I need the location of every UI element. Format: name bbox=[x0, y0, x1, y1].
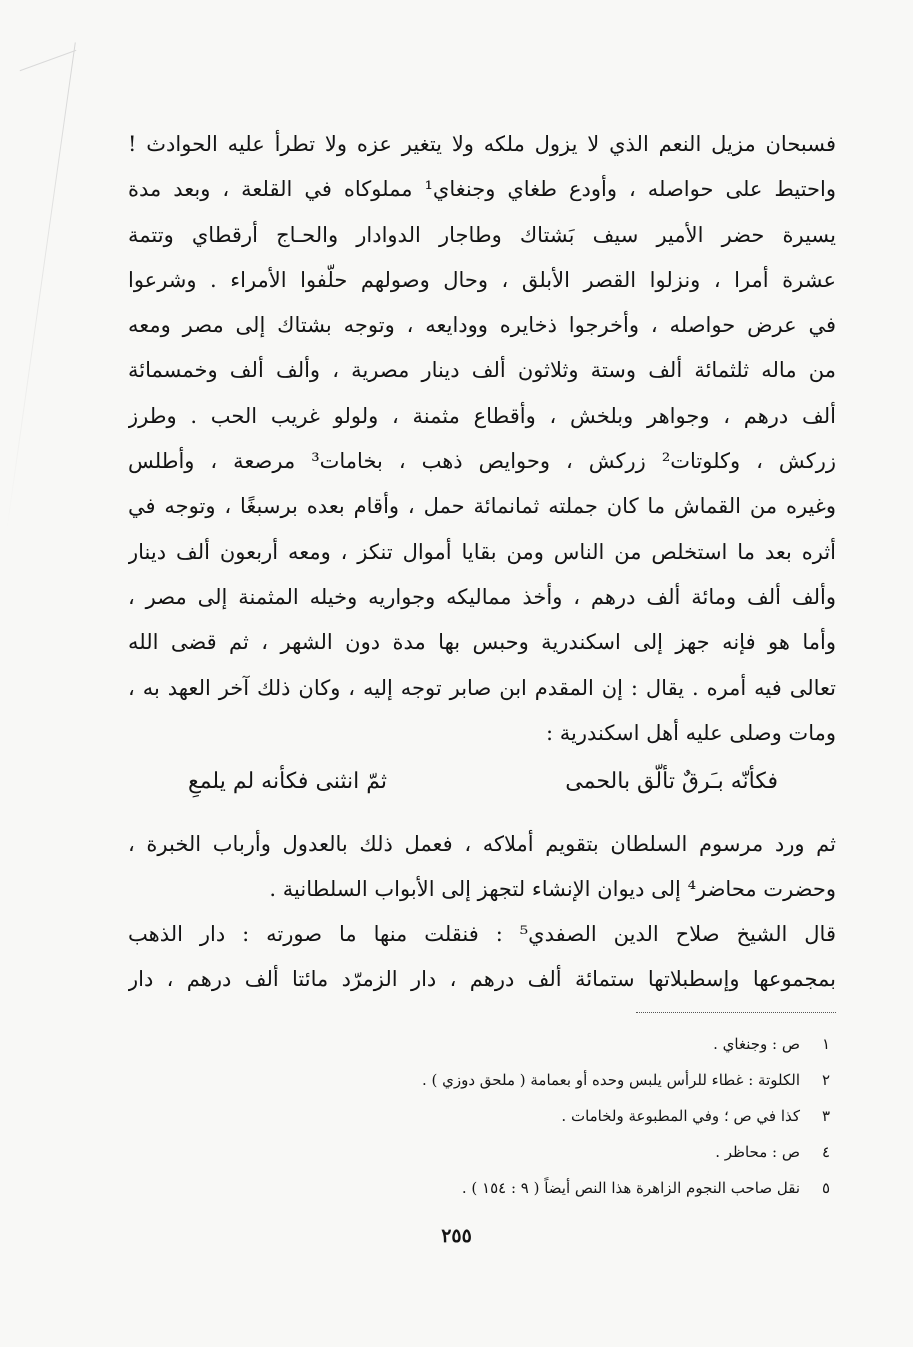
second-paragraph bbox=[128, 822, 836, 913]
text-line: في عرض حواصله ، وأخرجوا ذخايره وودايعه ، وتوجه بشتاك إلى مصر ومعه bbox=[128, 313, 836, 338]
text-line: عشرة أمرا ، ونزلوا القصر الأبلق ، وحال وصولهم حلّفوا الأمراء . وشرعوا bbox=[128, 267, 836, 292]
main-paragraph bbox=[128, 122, 836, 756]
footnote-number: ٢ bbox=[821, 1071, 830, 1089]
footnotes bbox=[300, 1026, 830, 1206]
footnote-number: ٤ bbox=[821, 1143, 830, 1161]
verse-first-hemistich: فكأنّه بـَرقٌ تألّق بالحمى bbox=[565, 769, 778, 794]
footnote-number: ٣ bbox=[821, 1107, 830, 1125]
footnote-item bbox=[300, 1026, 830, 1062]
footnote-divider bbox=[636, 1012, 836, 1013]
footnote-number: ١ bbox=[821, 1035, 830, 1053]
text-line: وألف ألف ومائة ألف درهم ، وأخذ مماليكه وجواريه وخيله المثمنة إلى مصر ، bbox=[128, 584, 836, 609]
footnote-item bbox=[300, 1134, 830, 1170]
third-paragraph bbox=[128, 912, 836, 1003]
text-line: واحتيط على حواصله ، وأودع طغاي وجنغاي¹ مملوكاه في القلعة ، وبعد مدة bbox=[128, 177, 836, 202]
footnote-text: كذا في ص ؛ وفي المطبوعة ولخامات . bbox=[561, 1107, 800, 1125]
paper-scratch-mark bbox=[5, 42, 76, 537]
text-line: وغيره من القماش ما كان جملته ثمانمائة حمل ، وأقام بعده برسبغًا ، وتوجه في bbox=[128, 494, 836, 519]
text-line: زركش ، وكلوتات² زركش ، وحوايص ذهب ، بخامات³ مرصعة ، وأطلس bbox=[128, 449, 836, 474]
footnote-text: ص : وجنغاي . bbox=[713, 1035, 800, 1053]
footnote-item bbox=[300, 1062, 830, 1098]
text-line: وأما هو فإنه جهز إلى اسكندرية وحبس بها مدة دون الشهر ، ثم قضى الله bbox=[128, 630, 836, 655]
footnote-text: الكلوتة : غطاء للرأس يلبس وحده أو بعمامة ( ملحق دوزي ) . bbox=[421, 1071, 800, 1089]
text-line: ألف درهم ، وجواهر وبلخش ، وأقطاع مثمنة ، ولولو غريب الحب . وطرز bbox=[128, 403, 836, 428]
footnote-number: ٥ bbox=[821, 1179, 830, 1197]
text-line: قال الشيخ صلاح الدين الصفدي⁵ : فنقلت منها ما صورته : دار الذهب bbox=[128, 922, 836, 946]
paper-scratch-mark bbox=[20, 50, 77, 71]
footnote-item bbox=[300, 1098, 830, 1134]
text-line: تعالى فيه أمره . يقال : إن المقدم ابن صابر توجه إليه ، وكان ذلك آخر العهد به ، bbox=[128, 675, 836, 700]
text-line: ثم ورد مرسوم السلطان بتقويم أملاكه ، فعمل ذلك بالعدول وأرباب الخبرة ، bbox=[128, 832, 836, 856]
footnote-item bbox=[300, 1170, 830, 1206]
footnote-text: نقل صاحب النجوم الزاهرة هذا النص أيضاً ( ٩ : ١٥٤ ) . bbox=[461, 1179, 800, 1197]
footnote-text: ص : محاظر . bbox=[715, 1143, 800, 1161]
text-line: أثره بعد ما استخلص من الناس ومن بقايا أموال تنكز ، ومعه أربعون ألف دينار bbox=[128, 539, 836, 564]
text-line: بمجموعها وإسطبلاتها ستمائة ألف درهم ، دار الزمرّد مائتا ألف درهم ، دار bbox=[128, 967, 836, 992]
text-line: وحضرت محاضر⁴ إلى ديوان الإنشاء لتجهز إلى الأبواب السلطانية . bbox=[269, 877, 836, 902]
text-line: يسيرة حضر الأمير سيف بَشتاك وطاجار الدوادار والحـاج أرقطاي وتتمة bbox=[128, 222, 836, 247]
text-line: ومات وصلى عليه أهل اسكندرية : bbox=[546, 720, 836, 745]
page-number: ٢٥٥ bbox=[441, 1225, 472, 1247]
verse-second-hemistich: ثمّ انثنى فكأنه لم يلمعِ bbox=[188, 769, 388, 794]
poetry-verse bbox=[188, 762, 778, 802]
text-line: من ماله ثلثمائة ألف وستة وثلاثون ألف دينار مصرية ، وألف ألف وخمسمائة bbox=[128, 358, 836, 383]
text-line: فسبحان مزيل النعم الذي لا يزول ملكه ولا يتغير عزه ولا تطرأ عليه الحوادث ! bbox=[128, 132, 836, 156]
